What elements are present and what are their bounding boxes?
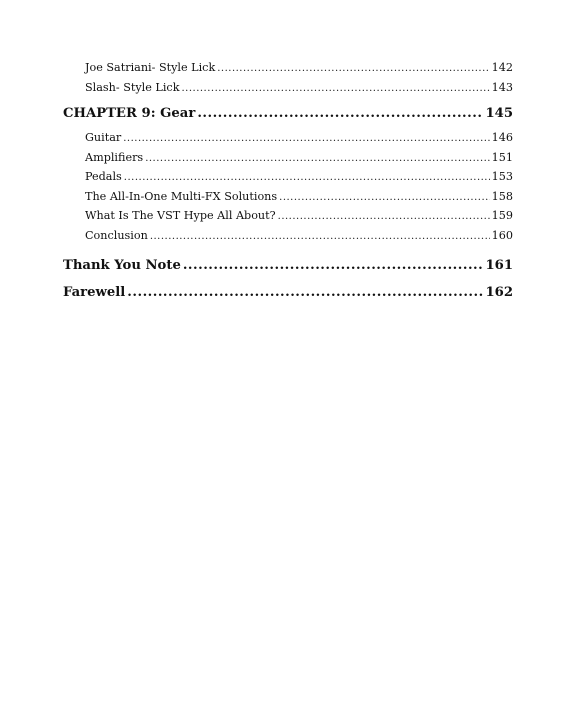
dot-leader xyxy=(145,148,489,168)
toc-chapter-label: Farewell xyxy=(63,285,126,300)
dot-leader xyxy=(279,187,490,207)
toc-entry-page-number: 143 xyxy=(491,80,513,94)
toc-chapter-page-number: 161 xyxy=(485,258,513,273)
toc-chapter-label: CHAPTER 9: Gear xyxy=(63,106,196,121)
toc-entry-page-number: 153 xyxy=(491,170,513,183)
dot-leader xyxy=(278,206,490,226)
dot-leader xyxy=(181,78,489,98)
toc-chapter-9-gear[interactable] xyxy=(63,100,513,127)
toc-entry-page-number: 160 xyxy=(491,228,513,242)
toc-entry-label: The All-In-One Multi-FX Solutions xyxy=(85,189,278,203)
toc-entry-pedals[interactable] xyxy=(63,167,513,187)
toc-entry-page-number: 159 xyxy=(491,209,513,222)
toc-entry-label: What Is The VST Hype All About? xyxy=(85,209,276,222)
toc-thank-you-note[interactable] xyxy=(63,252,513,279)
toc-entry-page-number: 158 xyxy=(491,189,513,203)
toc-entry-label: Pedals xyxy=(85,170,122,183)
table-of-contents xyxy=(63,58,513,306)
dot-leader xyxy=(217,58,489,78)
dot-leader xyxy=(197,100,483,127)
dot-leader xyxy=(124,167,490,187)
toc-entry-label: Guitar xyxy=(85,131,122,144)
toc-entry-multi-fx-solutions[interactable] xyxy=(63,187,513,207)
toc-entry-label: Amplifiers xyxy=(85,150,144,164)
toc-entry-vst-hype[interactable] xyxy=(63,206,513,226)
toc-entry-amplifiers[interactable] xyxy=(63,148,513,168)
dot-leader xyxy=(123,128,489,148)
dot-leader xyxy=(183,252,484,279)
toc-entry-page-number: 142 xyxy=(491,61,513,74)
toc-entry-label: Conclusion xyxy=(85,228,148,242)
toc-entry-label: Slash- Style Lick xyxy=(85,80,180,94)
toc-entry-conclusion[interactable] xyxy=(63,226,513,246)
dot-leader xyxy=(150,226,490,246)
toc-entry-page-number: 146 xyxy=(491,131,513,144)
toc-chapter-label: Thank You Note xyxy=(63,258,181,273)
toc-entry-label: Joe Satriani- Style Lick xyxy=(85,61,216,74)
toc-entry-joe-satriani-style-lick[interactable] xyxy=(63,58,513,78)
toc-chapter-page-number: 145 xyxy=(485,106,513,121)
toc-entry-guitar[interactable] xyxy=(63,128,513,148)
dot-leader xyxy=(127,279,483,306)
toc-entry-page-number: 151 xyxy=(491,150,513,164)
toc-chapter-page-number: 162 xyxy=(485,285,513,300)
toc-entry-slash-style-lick[interactable] xyxy=(63,78,513,98)
toc-farewell[interactable] xyxy=(63,279,513,306)
